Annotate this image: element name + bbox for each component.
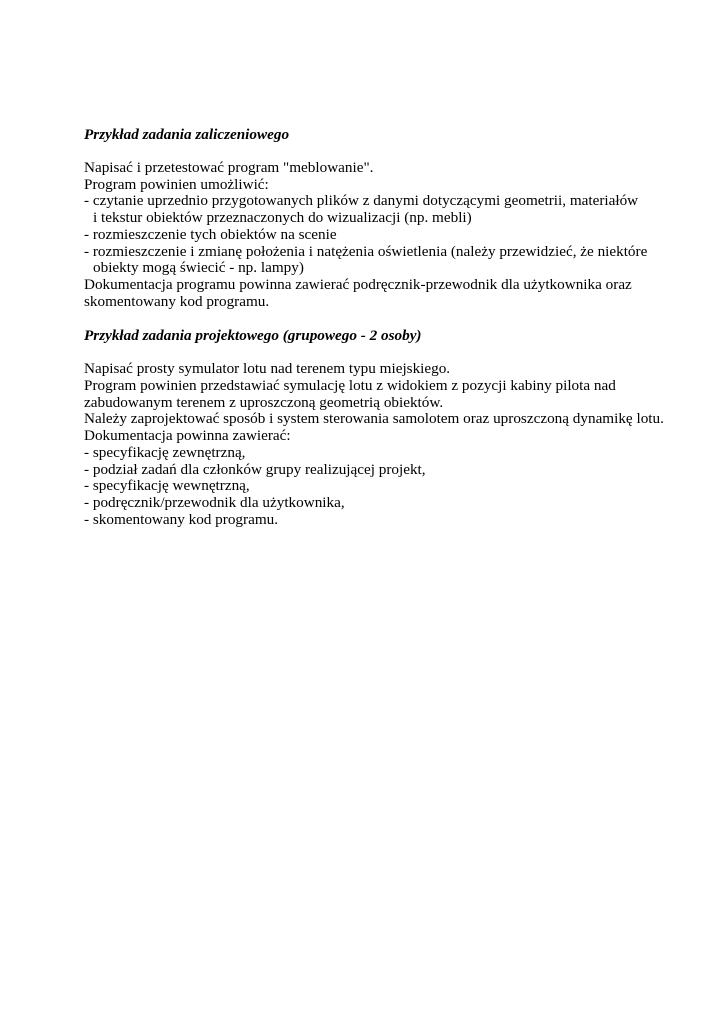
- section-heading: Przykład zadania projektowego (grupowego - 2 osoby): [84, 327, 422, 345]
- spacer: [84, 310, 684, 327]
- list-item-line: - rozmieszczenie i zmianę położenia i natężenia oświetlenia (należy przewidzieć, że niektóre: [84, 242, 648, 260]
- section-credit-task: [84, 126, 684, 310]
- list-item-line: - czytanie uprzednio przygotowanych plików z danymi dotyczącymi geometrii, materiałów: [84, 192, 639, 210]
- document-page: [84, 126, 684, 528]
- list-item-line: - rozmieszczenie tych obiektów na scenie: [84, 225, 337, 243]
- list-item-continuation: obiekty mogą świecić - np. lampy): [93, 259, 304, 277]
- list-item: - specyfikację wewnętrzną,: [84, 477, 250, 495]
- list-item: [84, 193, 684, 226]
- paragraph-line: Program powinien przedstawiać symulację lotu z widokiem z pozycji kabiny pilota nad: [84, 377, 616, 395]
- list-item: - podział zadań dla członków grupy realizującej projekt,: [84, 460, 426, 478]
- section-heading: Przykład zadania zaliczeniowego: [84, 126, 290, 143]
- section-project-task: [84, 327, 684, 528]
- list-item: - specyfikację zewnętrzną,: [84, 443, 246, 461]
- paragraph-line: zabudowanym terenem z uproszczoną geometrią obiektów.: [84, 393, 444, 411]
- list-item-continuation: i tekstur obiektów przeznaczonych do wizualizacji (np. mebli): [93, 209, 472, 227]
- list-item: - skomentowany kod programu.: [84, 510, 279, 528]
- list-item: - podręcznik/przewodnik dla użytkownika,: [84, 493, 345, 511]
- paragraph-line: Napisać i przetestować program "meblowanie".: [84, 159, 374, 176]
- documentation-list: [84, 445, 684, 529]
- paragraph-line: Dokumentacja powinna zawierać:: [84, 427, 291, 445]
- spacer: [84, 143, 684, 160]
- paragraph-line: Należy zaprojektować sposób i system sterowania samolotem oraz uproszczoną dynamikę lotu.: [84, 410, 664, 428]
- spacer: [84, 344, 684, 361]
- paragraph-line: Dokumentacja programu powinna zawierać podręcznik-przewodnik dla użytkownika oraz: [84, 275, 632, 293]
- list-item: [84, 227, 684, 244]
- paragraph-line: Program powinien umożliwić:: [84, 175, 269, 193]
- list-item: [84, 244, 684, 277]
- requirements-list: [84, 193, 684, 277]
- paragraph-line: skomentowany kod programu.: [84, 292, 270, 310]
- paragraph-line: Napisać prosty symulator lotu nad terenem typu miejskiego.: [84, 360, 451, 378]
